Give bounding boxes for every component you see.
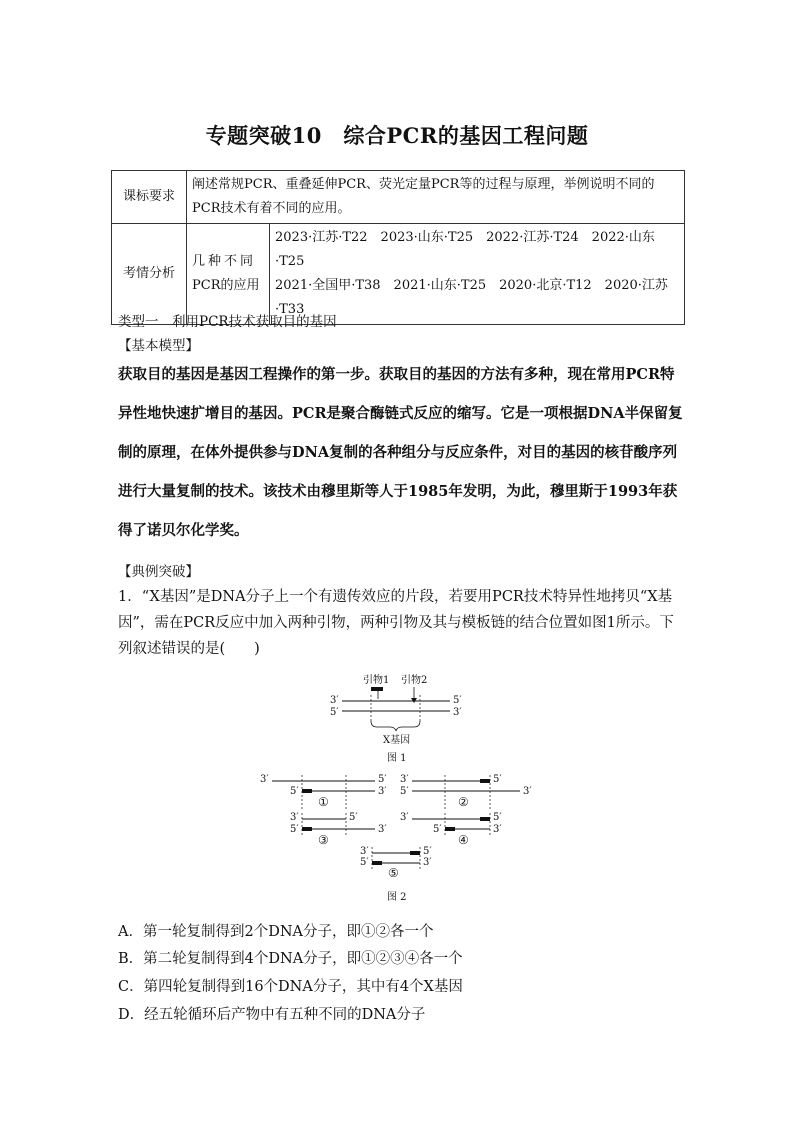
model-tag: 【基本模型】 bbox=[118, 338, 199, 354]
option-a[interactable]: A．第一轮复制得到2个DNA分子，即①②各一个 bbox=[118, 924, 434, 940]
model-paragraph: 获取目的基因是基因工程操作的第一步。获取目的基因的方法有多种，现在常用PCR特异性地快速扩增目的基因。PCR是聚合酶链式反应的缩写。它是一项根据DNA半保留复制的原理，在体外提供参与DNA复制的各种组分与反应条件，对目的基因的核苷酸序列进行大量复制的技术。该技术由穆里斯等人于1985年发明，为此，穆里斯于1993年获得了诺贝尔化学奖。 bbox=[118, 366, 683, 539]
strand-end-label: 5′ bbox=[349, 812, 358, 823]
section-type-heading: 类型一 利用PCR技术获取目的基因 bbox=[118, 314, 337, 330]
example-tag: 【典例突破】 bbox=[118, 564, 199, 580]
strand-end-label: 3′ bbox=[378, 824, 387, 835]
molecule-1-label: ① bbox=[318, 795, 329, 809]
strand-end-label: 5′ bbox=[423, 846, 432, 857]
table-row bbox=[112, 171, 685, 224]
info-table bbox=[111, 170, 685, 325]
strand-end-label: 3′ bbox=[423, 857, 432, 868]
strand-end-label: 5′ bbox=[330, 707, 339, 718]
strand-end-label: 3′ bbox=[260, 774, 269, 785]
strand-end-label: 3′ bbox=[400, 812, 409, 823]
question-stem: 1．“X基因”是DNA分子上一个有遗传效应的片段，若要用PCR技术特异性地拷贝“X基因”，需在PCR反应中加入两种引物，两种引物及其与模板链的结合位置如图1所示。下列叙述错误的是( ) bbox=[118, 589, 674, 657]
primer1-mark bbox=[371, 687, 383, 691]
strand-end-label: 5′ bbox=[493, 812, 502, 823]
molecule-3-label: ③ bbox=[318, 833, 329, 847]
page-title: 专题突破10 综合PCR的基因工程问题 bbox=[205, 123, 589, 148]
option-b[interactable]: B．第二轮复制得到4个DNA分子，即①②③④各一个 bbox=[118, 951, 463, 967]
strand-end-label: 3′ bbox=[378, 786, 387, 797]
curriculum-label: 课标要求 bbox=[112, 171, 187, 224]
strand-end-label: 5′ bbox=[453, 695, 462, 706]
molecule-5-label: ⑤ bbox=[388, 866, 399, 880]
exam-label: 考情分析 bbox=[112, 224, 187, 325]
molecule-4-label: ④ bbox=[458, 833, 469, 847]
strand-end-label: 3′ bbox=[290, 812, 299, 823]
figure2-caption: 图 2 bbox=[387, 892, 407, 903]
strand-end-label: 5′ bbox=[400, 786, 409, 797]
option-d[interactable]: D．经五轮循环后产物中有五种不同的DNA分子 bbox=[118, 1007, 426, 1023]
exam-subject-line1: 几种不同 bbox=[192, 254, 257, 269]
primer1-label: 引物1 bbox=[363, 675, 390, 686]
exam-subject-line2: PCR的应用 bbox=[192, 278, 260, 293]
strand-end-label: 3′ bbox=[400, 774, 409, 785]
molecule-2-label: ② bbox=[458, 795, 469, 809]
strand-end-label: 5′ bbox=[378, 774, 387, 785]
x-gene-label: X基因 bbox=[383, 735, 411, 746]
strand-end-label: 5′ bbox=[493, 774, 502, 785]
strand-end-label: 5′ bbox=[290, 824, 299, 835]
strand-end-label: 3′ bbox=[493, 824, 502, 835]
x-gene-brace bbox=[371, 721, 420, 731]
exam-ref-line1: 2023·江苏·T22 2023·山东·T25 2022·江苏·T24 2022·山东·T25 bbox=[275, 230, 655, 269]
strand-end-label: 5′ bbox=[360, 857, 369, 868]
strand-end-label: 3′ bbox=[523, 786, 532, 797]
curriculum-content: 阐述常规PCR、重叠延伸PCR、荧光定量PCR等的过程与原理，举例说明不同的PCR技术有着不同的应用。 bbox=[187, 171, 685, 224]
strand-end-label: 3′ bbox=[453, 707, 462, 718]
strand-end-label: 5′ bbox=[290, 786, 299, 797]
strand-end-label: 5′ bbox=[433, 824, 442, 835]
exam-ref-line2: 2021·全国甲·T38 2021·山东·T25 2020·北京·T12 2020·江苏·T33 bbox=[275, 278, 668, 317]
pcr-figure bbox=[250, 665, 550, 905]
strand-end-label: 3′ bbox=[330, 695, 339, 706]
option-c[interactable]: C．第四轮复制得到16个DNA分子，其中有4个X基因 bbox=[118, 979, 463, 995]
figure1-caption: 图 1 bbox=[387, 753, 407, 764]
strand-end-label: 3′ bbox=[360, 846, 369, 857]
primer2-label: 引物2 bbox=[401, 675, 428, 686]
